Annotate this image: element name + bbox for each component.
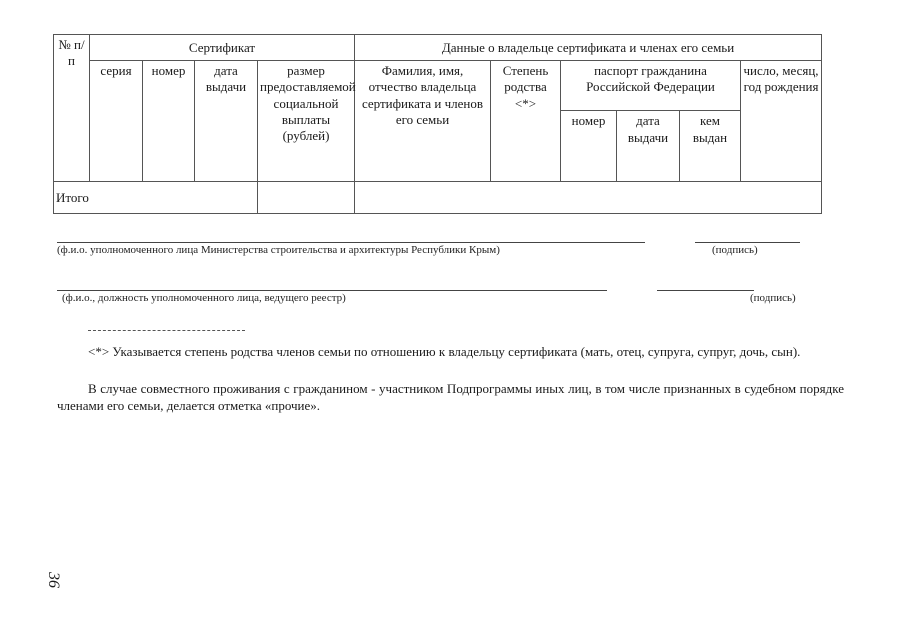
header-birth-date: число, месяц, год рождения: [741, 61, 822, 182]
header-full-name: Фамилия, имя, отчество владельца сертификата и членов его семьи: [355, 61, 491, 182]
header-series: серия: [90, 61, 143, 182]
header-passport-issued-by: кем выдан: [680, 111, 741, 181]
signature-sign-caption-1: (подпись): [712, 244, 758, 256]
total-label: Итого: [54, 181, 258, 213]
signature-name-line-1: [57, 242, 645, 243]
signature-caption-2: (ф.и.о., должность уполномоченного лица, ведущего реестр): [62, 292, 346, 304]
header-num: № п/п: [54, 35, 90, 182]
signature-sign-line-2: [657, 290, 754, 291]
signature-name-line-2: [57, 290, 607, 291]
signature-sign-line-1: [695, 242, 800, 243]
total-payment-cell: [258, 181, 355, 213]
header-number: номер: [143, 61, 195, 182]
footnote-kinship: <*> Указывается степень родства членов семьи по отношению к владельцу сертификата (мать, отец, супруга, супруг, дочь, сын).: [88, 344, 801, 359]
header-payment-size: размер предоставляемой социальной выплаты (рублей): [258, 61, 355, 182]
header-kinship: Степень родства <*>: [491, 61, 561, 182]
footnote-others: В случае совместного проживания с гражданином - участником Подпрограммы иных лиц, в том числе признанных в судебном порядке членами его семьи, делается отметка «прочие».: [57, 381, 844, 413]
header-owner-group: Данные о владельце сертификата и членах его семьи: [355, 35, 822, 61]
header-issue-date: дата выдачи: [195, 61, 258, 182]
header-passport-group: паспорт гражданина Российской Федерации: [561, 61, 741, 111]
header-passport-number: номер: [561, 111, 617, 181]
total-owner-cell: [355, 181, 822, 213]
signature-sign-caption-2: (подпись): [750, 292, 796, 304]
registry-table: [53, 34, 822, 214]
signature-caption-1: (ф.и.о. уполномоченного лица Министерства строительства и архитектуры Республики Крым): [57, 244, 500, 256]
page-number: 36: [45, 572, 62, 588]
footnote-rule: [88, 330, 245, 331]
header-passport-issue-date: дата выдачи: [617, 111, 680, 181]
header-certificate-group: Сертификат: [90, 35, 355, 61]
